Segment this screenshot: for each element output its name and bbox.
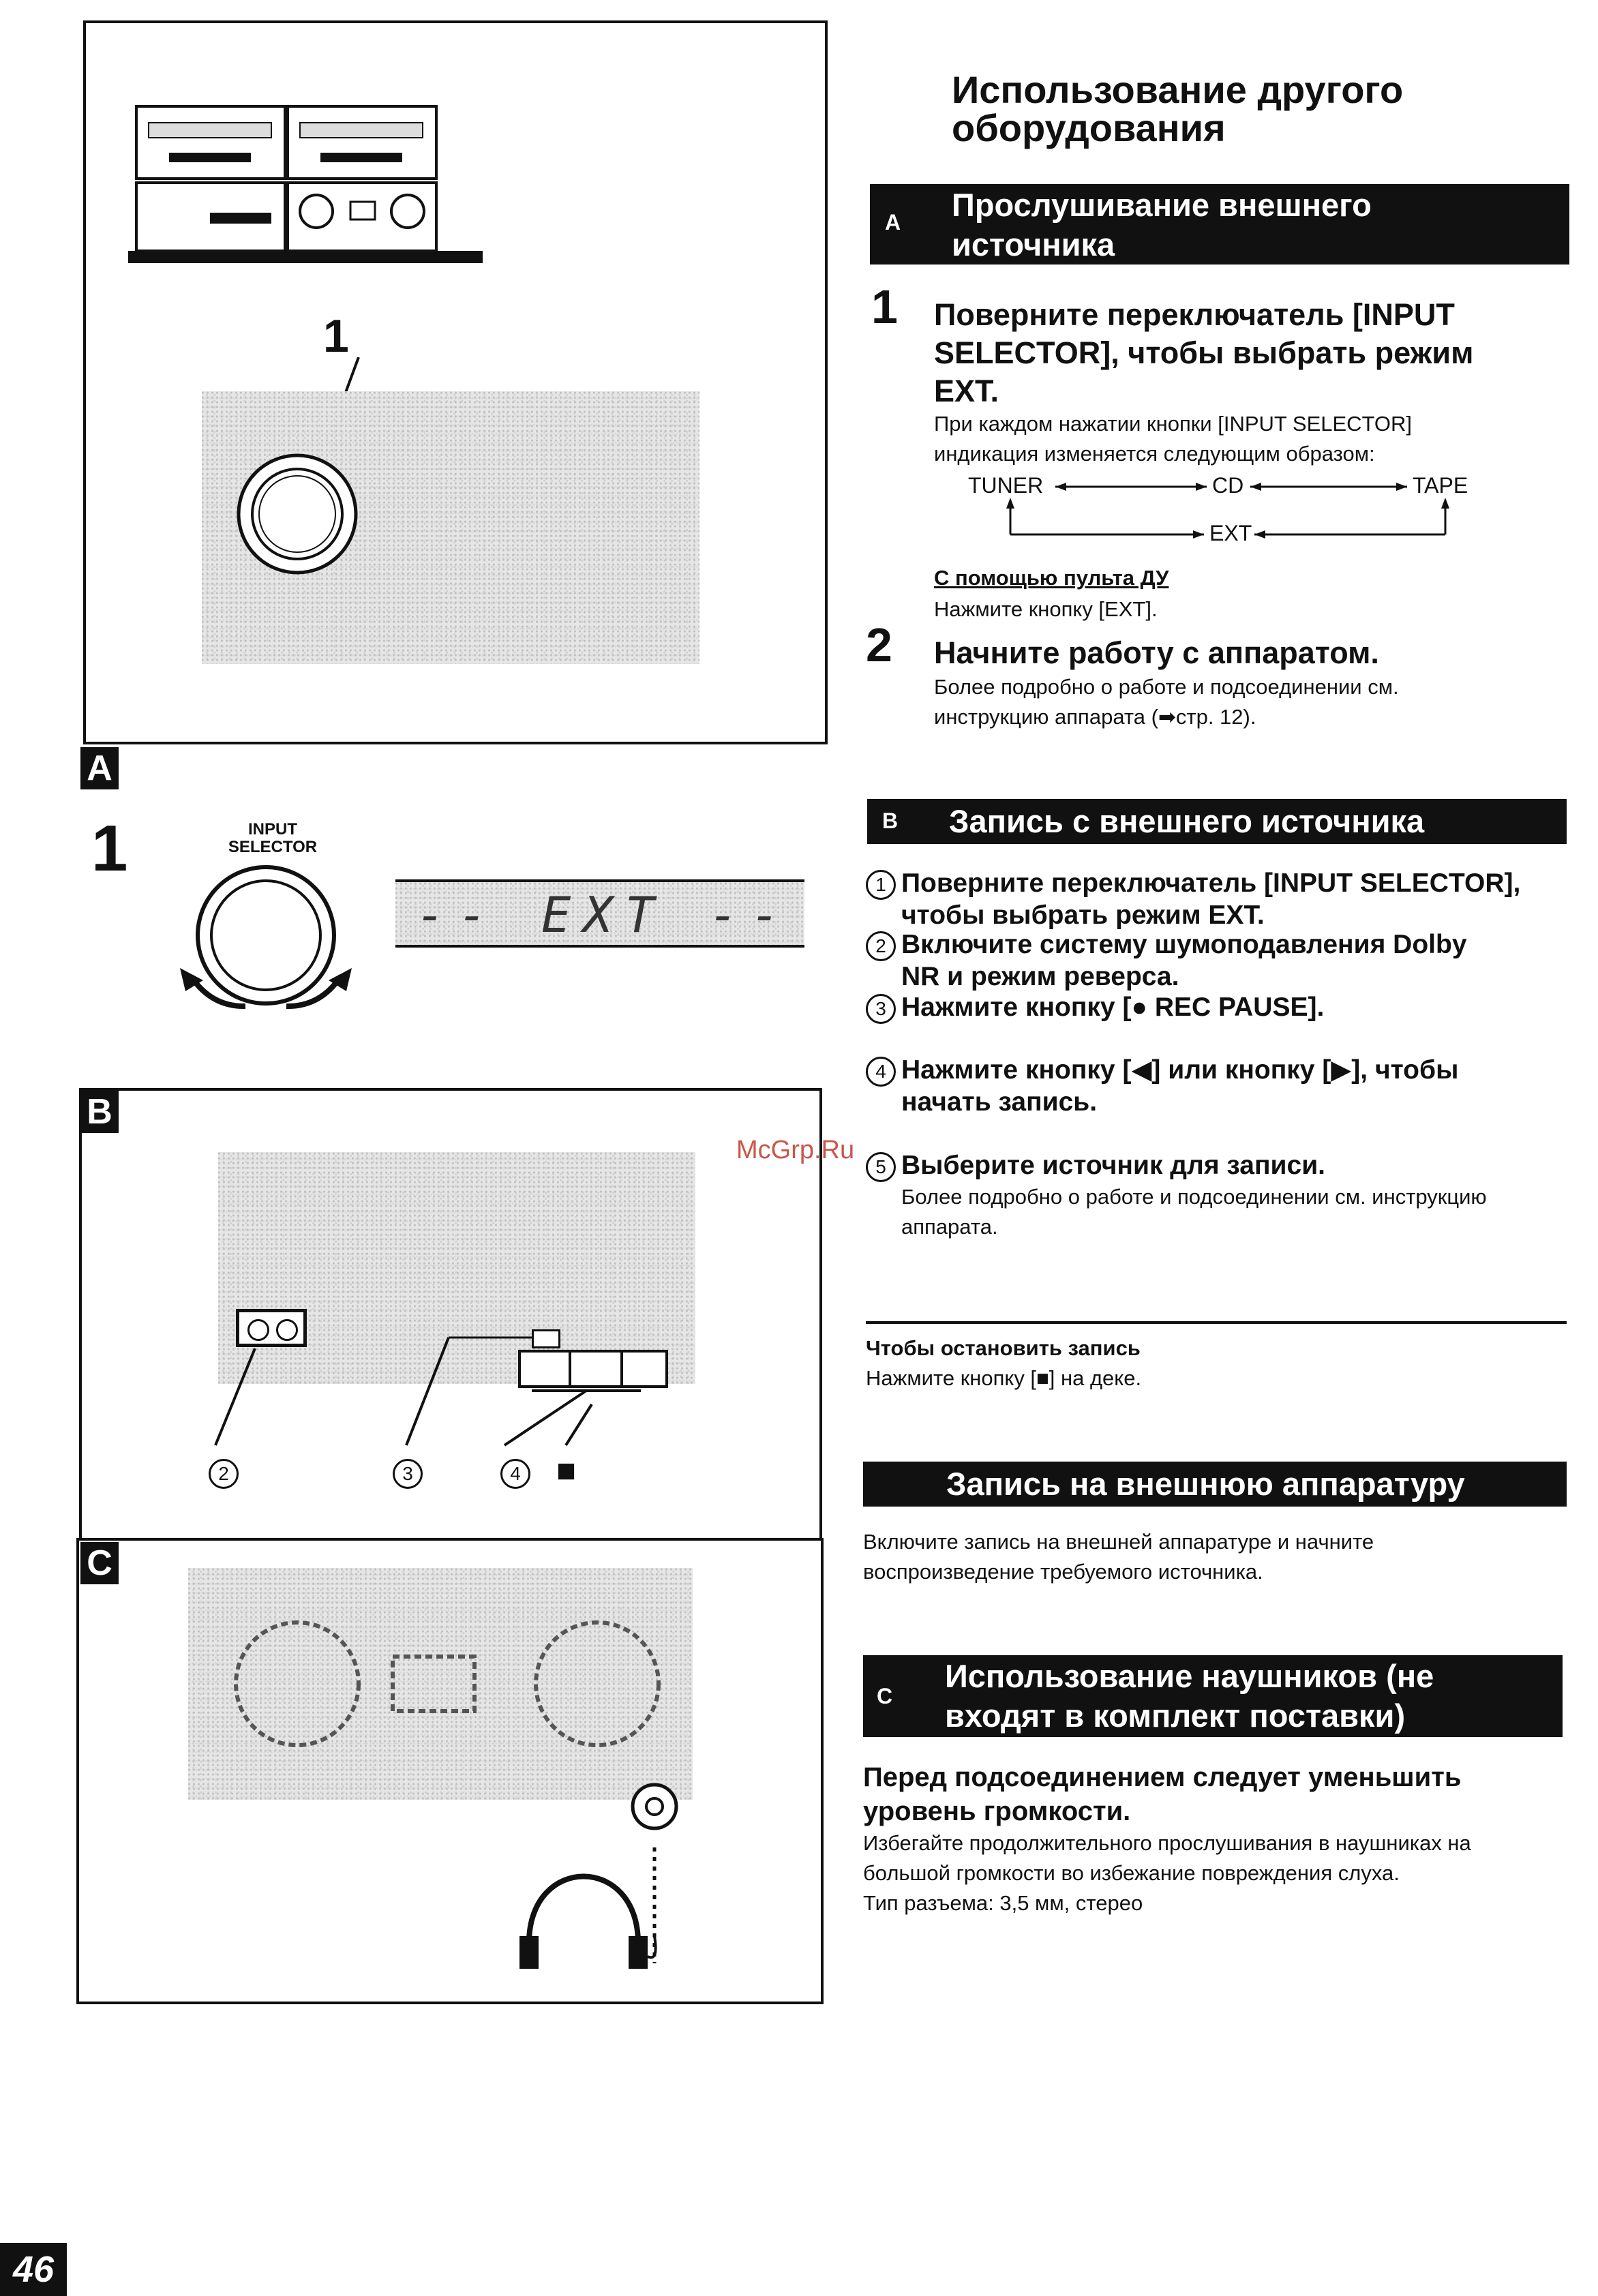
stop-recording-body: Нажмите кнопку [■] на деке. <box>866 1366 1142 1390</box>
section-a-header <box>870 184 1569 265</box>
volume-warning <box>863 1760 1461 1828</box>
amplifier-knobs-icon <box>188 1568 693 1800</box>
figure-label-a: A <box>80 747 119 789</box>
remote-heading: С помощью пульта ДУ <box>934 566 1169 590</box>
section-c-body-line1: Избегайте продолжительного прослушивания в наушниках на <box>863 1831 1471 1855</box>
flow-tuner: TUNER <box>968 473 1044 498</box>
callout-circle-4: 4 <box>500 1459 530 1489</box>
b-step-5-body-line1: Более подробно о работе и подсоединении см. инструкцию <box>901 1185 1487 1209</box>
b-step-1-line2: чтобы выбрать режим EXT. <box>901 901 1265 930</box>
section-c-body <box>863 1828 1471 1918</box>
section-ext-body-line2: воспроизведение требуемого источника. <box>863 1560 1263 1584</box>
stop-recording-heading: Чтобы остановить запись <box>866 1336 1141 1360</box>
b-step-1-line1: Поверните переключатель [INPUT SELECTOR], <box>901 868 1521 898</box>
section-a-title-line2: источника <box>952 226 1115 262</box>
page-title <box>952 68 1404 149</box>
b-step-4 <box>866 1054 1575 1149</box>
input-selector-knob-icon <box>170 860 361 1010</box>
callout-circle-2: 2 <box>209 1459 239 1489</box>
b-step-3-line1: Нажмите кнопку [● REC PAUSE]. <box>901 993 1325 1022</box>
b-step-2 <box>866 928 1575 991</box>
b-step-4-line2: начать запись. <box>901 1087 1098 1117</box>
watermark: McGrp.Ru <box>736 1136 855 1164</box>
step-1-title <box>934 296 1473 410</box>
b-step-3 <box>866 991 1575 1054</box>
b-step-1 <box>866 867 1575 933</box>
page-title-line2: оборудования <box>952 106 1226 149</box>
step-2-body-line2: инструкцию аппарата (➡стр. 12). <box>934 705 1256 729</box>
figure-label-c: C <box>80 1542 119 1584</box>
input-selector-label <box>205 821 341 856</box>
section-a-title-line1: Прослушивание внешнего <box>952 187 1372 223</box>
b-step-5-body <box>901 1182 1487 1242</box>
b-step-4-line1: Нажмите кнопку [◀] или кнопку [▶], чтобы <box>901 1055 1459 1085</box>
section-c-title-line2: входят в комплект поставки) <box>945 1697 1406 1734</box>
remote-body: Нажмите кнопку [EXT]. <box>934 597 1158 621</box>
b-step-2-line1: Включите систему шумоподавления Dolby <box>901 930 1467 959</box>
volume-knob-icon <box>229 446 365 582</box>
b-step-5-line1: Выберите источник для записи. <box>901 1151 1326 1180</box>
figure-label-b: B <box>80 1091 119 1133</box>
b-step-1-number: 1 <box>866 870 896 900</box>
step-1-title-line2: SELECTOR], чтобы выбрать режим <box>934 335 1474 370</box>
section-c-body-line2: большой громкости во избежание повреждения слуха. <box>863 1861 1400 1885</box>
b-step-3-number: 3 <box>866 994 896 1024</box>
section-b-tag: B <box>882 809 899 833</box>
section-ext-title: Запись на внешнюю аппаратуру <box>946 1466 1465 1502</box>
step-2-title: Начните работу с аппаратом. <box>934 635 1379 670</box>
section-b-steps <box>866 867 1575 1245</box>
display-text: -- EXT -- <box>416 886 793 943</box>
flow-tape: TAPE <box>1413 473 1468 498</box>
page-number: 46 <box>0 2243 67 2296</box>
step-1-number: 1 <box>871 280 898 333</box>
section-b-header <box>867 799 1567 844</box>
volume-warning-line2: уровень громкости. <box>863 1796 1131 1826</box>
b-step-2-number: 2 <box>866 931 896 961</box>
step-1-body-line1: При каждом нажатии кнопки [INPUT SELECTOR] <box>934 412 1413 436</box>
figure-a-step-number: 1 <box>91 812 128 885</box>
step-1-body-line2: индикация изменяется следующим образом: <box>934 442 1375 466</box>
flow-arrows <box>968 470 1486 552</box>
input-selector-label-line1: INPUT <box>248 820 297 839</box>
step-2-number: 2 <box>866 618 892 671</box>
stereo-system-illustration <box>128 98 524 269</box>
step-1-title-line3: EXT. <box>934 374 999 408</box>
b-step-5 <box>866 1149 1575 1245</box>
b-step-5-number: 5 <box>866 1152 896 1182</box>
figure-b <box>79 1088 822 1541</box>
b-step-4-number: 4 <box>866 1057 896 1087</box>
stop-square-icon: ■ <box>556 1453 576 1489</box>
step-2-body-line1: Более подробно о работе и подсоединении см. <box>934 675 1399 699</box>
callout-circle-3: 3 <box>393 1459 423 1489</box>
figure-c <box>76 1538 824 2004</box>
section-a-tag: A <box>885 210 901 235</box>
step-1-body <box>934 409 1412 469</box>
callout-leaders-b <box>82 1091 819 1538</box>
b-step-2-line2: NR и режим реверса. <box>901 962 1179 991</box>
flow-cd: CD <box>1212 473 1244 498</box>
display-window <box>395 879 804 948</box>
flow-ext: EXT <box>1209 521 1252 545</box>
section-c-body-line3: Тип разъема: 3,5 мм, стерео <box>863 1891 1143 1915</box>
headphones-icon <box>488 1827 693 1997</box>
section-c-header <box>863 1655 1563 1737</box>
section-b-divider <box>866 1321 1567 1324</box>
callout-1: 1 <box>323 310 349 362</box>
figure-overview <box>83 20 828 744</box>
section-b-title: Запись с внешнего источника <box>949 803 1425 839</box>
section-ext-body-line1: Включите запись на внешней аппаратуре и начните <box>863 1530 1374 1554</box>
b-step-5-body-line2: аппарата. <box>901 1215 998 1239</box>
step-1-title-line1: Поверните переключатель [INPUT <box>934 297 1455 332</box>
section-c-title-line1: Использование наушников (не <box>945 1658 1434 1694</box>
section-ext-header <box>863 1462 1567 1507</box>
section-c-tag: C <box>877 1684 893 1708</box>
section-ext-body <box>863 1527 1374 1587</box>
step-2-body <box>934 672 1399 732</box>
selector-flow-diagram <box>968 470 1486 552</box>
section-c-title <box>945 1657 1434 1736</box>
page-title-line1: Использование другого <box>952 68 1404 111</box>
section-a-title <box>952 185 1372 265</box>
volume-warning-line1: Перед подсоединением следует уменьшить <box>863 1762 1462 1792</box>
input-selector-label-line2: SELECTOR <box>228 838 318 856</box>
